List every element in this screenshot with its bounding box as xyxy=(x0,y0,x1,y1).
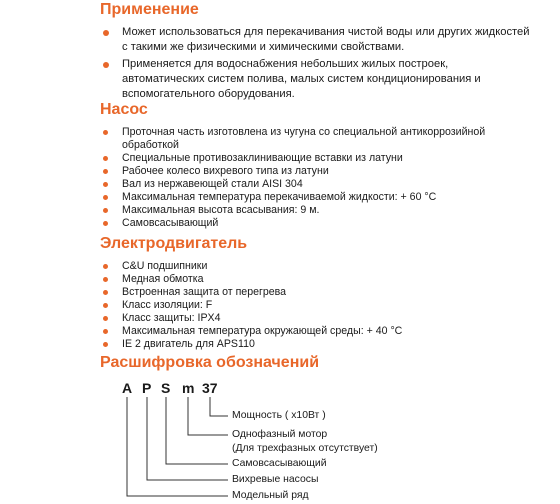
list-item: Самовсасывающий xyxy=(100,217,530,230)
section-title: Электродвигатель xyxy=(100,235,248,252)
list-item: IE 2 двигатель для APS110 xyxy=(100,338,530,351)
list-item: Максимальная высота всасывания: 9 м. xyxy=(100,204,530,217)
list-item: Проточная часть изготовлена из чугуна со специальной антикоррозийной обработкой xyxy=(100,126,530,152)
list-item: Медная обмотка xyxy=(100,273,530,286)
list-item: Класс изоляции: F xyxy=(100,299,530,312)
legend-self-priming: Самовсасывающий xyxy=(232,458,327,469)
list-item: Класс защиты: IPX4 xyxy=(100,312,530,325)
legend-motor: Однофазный мотор xyxy=(232,429,328,440)
legend-power: Мощность ( х10Вт ) xyxy=(232,410,326,421)
list-item: Вал из нержавеющей стали AISI 304 xyxy=(100,178,530,191)
section-title: Насос xyxy=(100,101,148,118)
list-item: Максимальная температура окружающей среды: + 40 °С xyxy=(100,325,530,338)
list-item: Рабочее колесо вихревого типа из латуни xyxy=(100,165,530,178)
list-item: Максимальная температура перекачиваемой жидкости: + 60 °С xyxy=(100,191,530,204)
connector-line-power xyxy=(210,397,228,416)
list-item: Специальные противозаклинивающие вставки из латуни xyxy=(100,152,530,165)
connector-line-model xyxy=(127,397,228,496)
code-part-s: S xyxy=(161,380,171,396)
list-item: Встроенная защита от перегрева xyxy=(100,286,530,299)
code-part-a: A xyxy=(122,380,133,396)
legend-three-phase-note: (Для трехфазных отсутствует) xyxy=(232,443,378,454)
code-part-power: 37 xyxy=(202,380,218,396)
legend-vortex: Вихревые насосы xyxy=(232,474,319,485)
list-item: C&U подшипники xyxy=(100,260,530,273)
code-part-m: m xyxy=(182,380,195,396)
section-title: Расшифровка обозначений xyxy=(100,354,320,371)
code-part-p: P xyxy=(142,380,152,396)
list-item: Может использоваться для перекачивания чистой воды или других жидкостей с такими же физическими и химическими свойствами. xyxy=(100,25,530,55)
section-title: Применение xyxy=(100,1,199,18)
connector-line-selfpriming xyxy=(166,397,228,464)
legend-model-range: Модельный ряд xyxy=(232,490,309,501)
list-item: Применяется для водоснабжения небольших жилых построек, автоматических систем полива, малых систем кондиционирования и вспомогательного оборудования. xyxy=(100,57,530,102)
